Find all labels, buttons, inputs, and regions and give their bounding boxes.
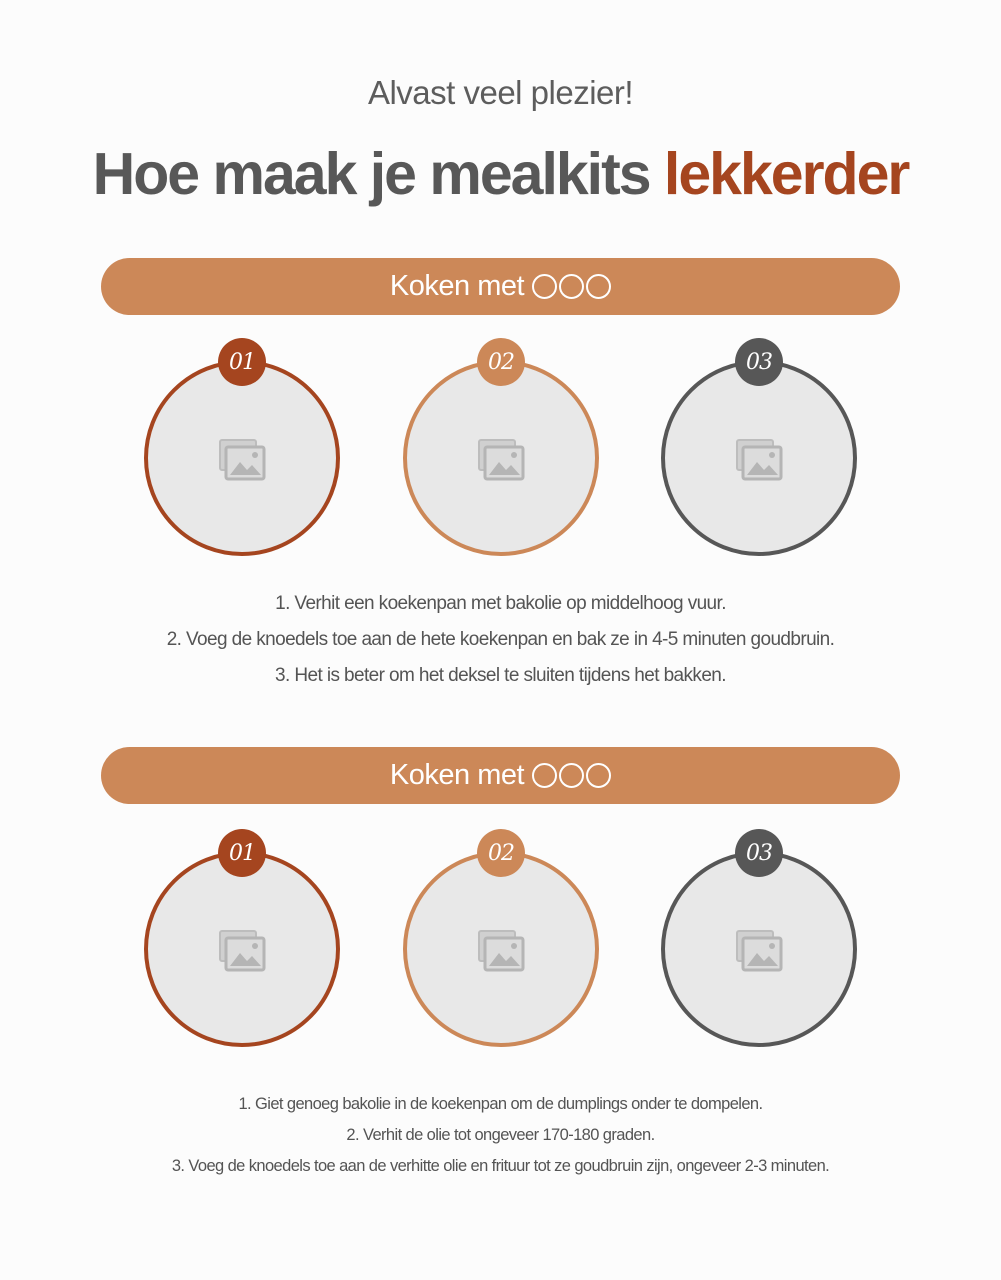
image-placeholder-icon	[218, 438, 266, 482]
instructions-list	[0, 586, 1001, 694]
image-placeholder-icon	[218, 929, 266, 973]
banner-label: Koken met	[389, 270, 525, 302]
title-accent: lekkerder	[663, 141, 909, 207]
step-card-01	[144, 833, 340, 1043]
banner-label: Koken met	[389, 759, 525, 791]
step-number-badge: 02	[477, 829, 525, 877]
step-number-badge: 01	[218, 338, 266, 386]
image-placeholder-icon	[477, 929, 525, 973]
step-card-03	[661, 833, 857, 1043]
placeholder-circles-icon	[532, 763, 611, 788]
instruction-line: 3. Voeg de knoedels toe aan de verhitte olie en frituur tot ze goudbruin zijn, ongeveer 2-3 minuten.	[171, 1157, 830, 1175]
instruction-line: 3. Het is beter om het deksel te sluiten tijdens het bakken.	[275, 665, 726, 686]
step-card-03	[661, 342, 857, 552]
page-title	[0, 140, 1001, 208]
instruction-line: 1. Verhit een koekenpan met bakolie op middelhoog vuur.	[275, 593, 726, 614]
placeholder-circles-icon	[532, 274, 611, 299]
instruction-line: 2. Verhit de olie tot ongeveer 170-180 graden.	[346, 1126, 655, 1144]
step-card-02	[403, 342, 599, 552]
image-placeholder-icon	[735, 438, 783, 482]
section-banner	[101, 258, 900, 315]
step-number-badge: 03	[735, 829, 783, 877]
step-card-01	[144, 342, 340, 552]
page-subtitle: Alvast veel plezier!	[367, 74, 634, 111]
section-banner	[101, 747, 900, 804]
instruction-line: 1. Giet genoeg bakolie in de koekenpan om de dumplings onder te dompelen.	[238, 1095, 763, 1113]
instructions-list	[0, 1089, 1001, 1182]
step-card-02	[403, 833, 599, 1043]
step-number-badge: 01	[218, 829, 266, 877]
instruction-line: 2. Voeg de knoedels toe aan de hete koekenpan en bak ze in 4-5 minuten goudbruin.	[166, 629, 835, 650]
image-placeholder-icon	[477, 438, 525, 482]
step-number-badge: 03	[735, 338, 783, 386]
title-main: Hoe maak je mealkits	[92, 141, 664, 207]
image-placeholder-icon	[735, 929, 783, 973]
step-number-badge: 02	[477, 338, 525, 386]
